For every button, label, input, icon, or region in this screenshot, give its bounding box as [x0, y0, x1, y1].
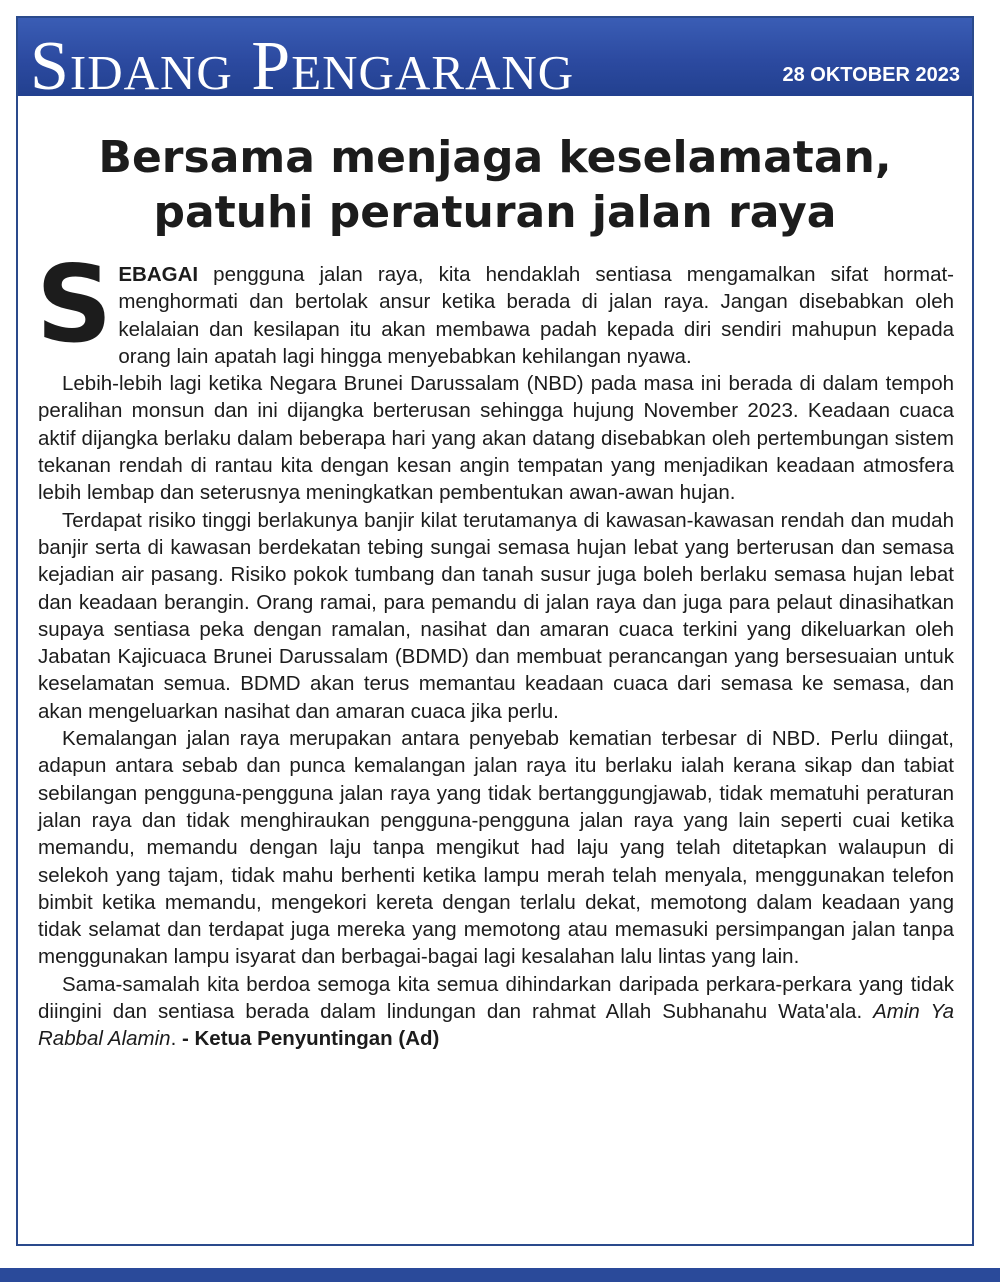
- edition-date: 28 OKTOBER 2023: [782, 64, 960, 86]
- headline-line-2: patuhi peraturan jalan raya: [153, 187, 837, 238]
- paragraph-3: Terdapat risiko tinggi berlakunya banjir kilat terutamanya di kawasan-kawasan rendah dan mudah banjir serta di kawasan berdekatan tebing sungai semasa hujan lebat yang berterusan dan semasa kejadian air pasang. Risiko pokok tumbang dan tanah susur juga boleh berlaku semasa hujan lebat dan keadaan berangin. Orang ramai, para pemandu di jalan raya dan juga para pelaut dinasihatkan supaya sentiasa peka dengan ramalan, nasihat dan amaran cuaca terkini yang dikeluarkan oleh Jabatan Kajicuaca Brunei Darussalam (BDMD) dan membuat perancangan yang bersesuaian untuk keselamatan semua. BDMD akan terus memantau keadaan cuaca dari semasa ke semasa, dan akan mengeluarkan nasihat dan amaran cuaca jika perlu.: [38, 508, 954, 723]
- editorial-frame: [16, 16, 974, 1246]
- closing-punctuation: .: [170, 1027, 182, 1051]
- paragraph-5: [38, 971, 954, 1053]
- article-body: [36, 243, 954, 1053]
- paragraph-1: [36, 243, 954, 370]
- section-title: Sidang Pengarang: [30, 28, 575, 105]
- paragraph-2: Lebih-lebih lagi ketika Negara Brunei Darussalam (NBD) pada masa ini berada di dalam tempoh peralihan monsun dan ini dijangka berterusan sehingga hujung November 2023. Keadaan cuaca aktif dijangka berlaku dalam beberapa hari yang akan datang disebabkan oleh pertembungan sistem tekanan rendah di rantau kita dengan kesan angin tempatan yang menjadikan keadaan atmosfera lebih lembap dan seterusnya meningkatkan pembentukan awan-awan hujan.: [38, 372, 954, 505]
- closing-prayer: Amin Ya Rabbal Alamin: [38, 1000, 954, 1051]
- paragraph-4: Kemalangan jalan raya merupakan antara penyebab kematian terbesar di NBD. Perlu diingat, adapun antara sebab dan punca kemalangan jalan raya itu berlaku ialah kerana sikap dan tabiat sebilangan pengguna-pengguna jalan raya yang tidak bertanggungjawab, tidak mematuhi peraturan jalan raya dan tidak menghiraukan pengguna-pengguna jalan raya yang lain seperti cuai ketika memandu, memandu dengan laju tanpa mengikut had laju yang telah ditetapkan walaupun di selekoh yang tajam, tidak mahu berhenti ketika lampu merah telah menyala, menggunakan telefon bimbit ketika memandu, mengekori kereta dengan terlalu dekat, memotong dalam keadaan yang tidak selamat dan terdapat juga mereka yang memotong atau memasuki persimpangan jalan tanpa menggunakan lampu isyarat dan berbagai-bagai lagi kesalahan lalu lintas yang lain.: [38, 727, 954, 969]
- author-signature: - Ketua Penyuntingan (Ad): [181, 1027, 440, 1051]
- masthead-banner: [18, 18, 972, 105]
- headline-line-1: Bersama menjaga keselamatan,: [98, 132, 892, 183]
- drop-cap: S: [36, 243, 113, 366]
- headline: [18, 130, 972, 240]
- paragraph-1-text: pengguna jalan raya, kita hendaklah sentiasa mengamalkan sifat hormat-menghormati dan bertolak ansur ketika berada di jalan raya. Jangan disebabkan oleh kelalaian dan kesilapan itu akan membawa padah kepada diri sendiri mahupun kepada orang lain apatah lagi hingga menyebabkan kehilangan nyawa.: [118, 263, 954, 368]
- paragraph-5-text: Sama-samalah kita berdoa semoga kita semua dihindarkan daripada perkara-perkara yang tidak diingini dan sentiasa berada dalam lindungan dan rahmat Allah Subhanahu Wata'ala.: [38, 972, 954, 1024]
- footer-bar: [0, 1268, 1000, 1282]
- lead-word: EBAGAI: [118, 263, 199, 286]
